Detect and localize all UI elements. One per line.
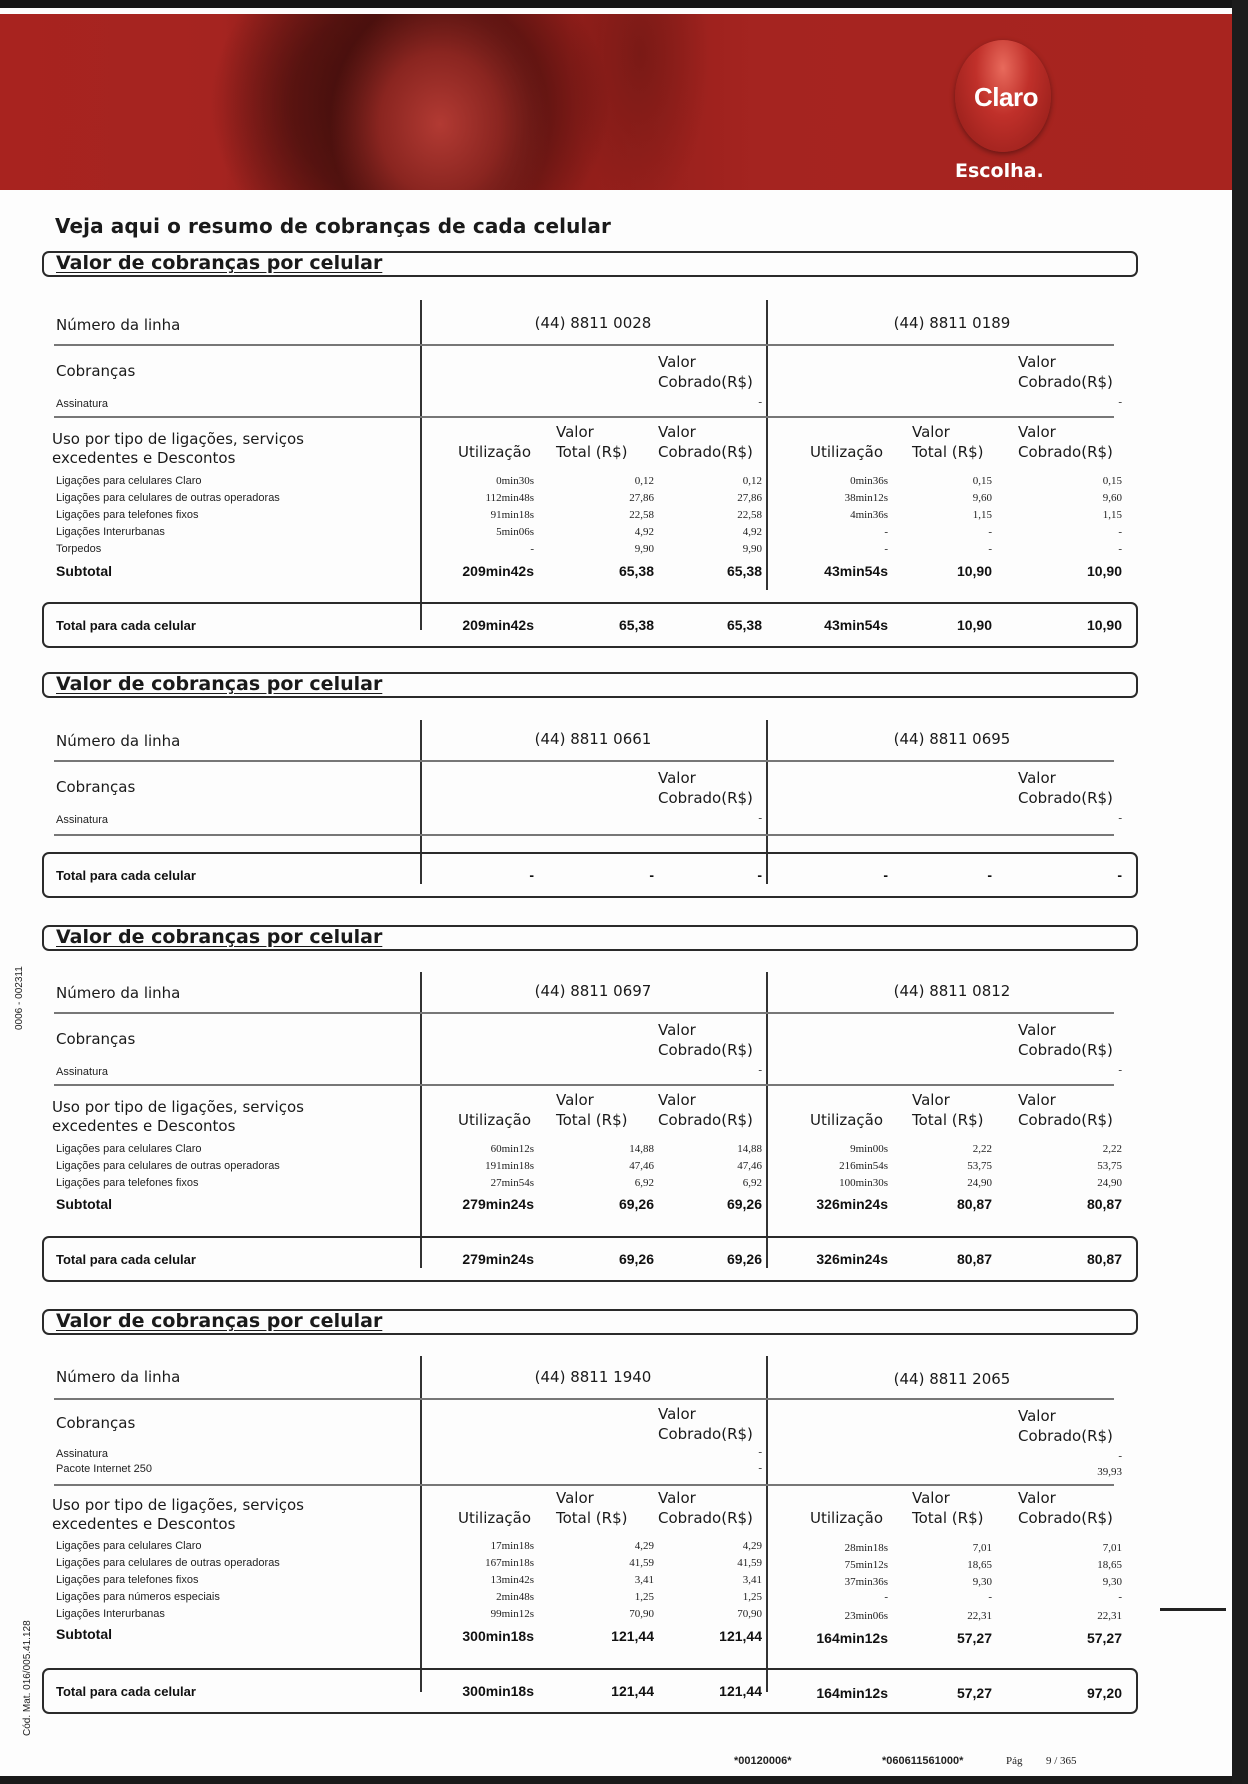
table-cell: 60min12s — [490, 1143, 534, 1155]
table-cell: 121,44 — [719, 1683, 762, 1699]
table-cell: 167min18s — [485, 1557, 534, 1569]
table-cell: 121,44 — [719, 1628, 762, 1644]
table-cell: 80,87 — [1086, 1196, 1122, 1212]
table-cell: 43min54s — [824, 617, 888, 633]
table-cell: 69,26 — [618, 1251, 654, 1267]
utilizacao-header: Utilização — [458, 1111, 532, 1129]
row-divider — [54, 760, 1114, 762]
table-cell: 43min54s — [824, 563, 888, 579]
table-cell: 22,31 — [1097, 1610, 1122, 1622]
charge-value: 39,93 — [1097, 1466, 1122, 1478]
table-cell: 38min12s — [844, 492, 888, 504]
table-cell: Total para cada celular — [56, 1684, 196, 1699]
header-group — [912, 1090, 983, 1130]
claro-logo-text: Claro — [974, 82, 1038, 112]
valor-header: Valor — [658, 769, 696, 787]
table-cell: Ligações para celulares de outras operadoras — [56, 492, 280, 504]
cobrancas-label: Cobranças — [56, 1030, 136, 1048]
charge-value: - — [758, 812, 762, 824]
table-cell: 23min06s — [844, 1610, 888, 1622]
header-group — [658, 1404, 753, 1444]
section-2-table — [42, 720, 1138, 900]
table-cell: 4min36s — [850, 509, 888, 521]
total-header: Total (R$) — [912, 443, 984, 461]
total-row — [42, 1236, 1138, 1282]
table-cell: - — [884, 1591, 888, 1603]
table-cell: 0,12 — [742, 475, 762, 487]
table-cell: 191min18s — [485, 1160, 534, 1172]
claro-banner — [0, 14, 1232, 190]
table-cell: Total para cada celular — [56, 1252, 196, 1267]
table-cell: 65,38 — [618, 617, 654, 633]
table-cell: 4,92 — [634, 526, 654, 538]
table-cell: 9,90 — [634, 543, 654, 555]
valor-header: Valor — [912, 1091, 950, 1109]
table-cell: 0min30s — [496, 475, 534, 487]
page-title: Veja aqui o resumo de cobranças de cada celular — [55, 214, 611, 238]
table-cell: - — [649, 867, 654, 883]
table-cell: Total para cada celular — [56, 868, 196, 883]
scan-right-edge — [1232, 0, 1248, 1784]
table-cell: 1,25 — [634, 1591, 654, 1603]
header-group — [1018, 1020, 1113, 1060]
charge-value: - — [1118, 1450, 1122, 1462]
table-cell: 121,44 — [611, 1628, 654, 1644]
section-title: Valor de cobranças por celular — [56, 926, 383, 948]
cobrado-header: Cobrado(R$) — [658, 789, 753, 807]
valor-header: Valor — [912, 423, 950, 441]
utilizacao-header: Utilização — [810, 1509, 884, 1527]
table-cell: 10,90 — [1086, 617, 1122, 633]
valor-header: Valor — [1018, 1091, 1056, 1109]
fold-mark — [1160, 1608, 1226, 1611]
line-number: (44) 8811 0697 — [534, 982, 652, 1000]
row-divider — [54, 1484, 1114, 1486]
header-group — [912, 1488, 983, 1528]
table-cell: - — [757, 867, 762, 883]
header-group — [556, 1488, 627, 1528]
line-number: (44) 8811 2065 — [893, 1370, 1011, 1388]
numero-linha-label: Número da linha — [56, 984, 181, 1002]
total-header: Total (R$) — [556, 1111, 628, 1129]
table-cell: 121,44 — [611, 1683, 654, 1699]
table-cell: 1,25 — [742, 1591, 762, 1603]
numero-linha-label: Número da linha — [56, 732, 181, 750]
table-cell: 10,90 — [1086, 563, 1122, 579]
table-cell: 41,59 — [737, 1557, 762, 1569]
table-cell: 3,41 — [634, 1574, 654, 1586]
charge-label: Assinatura — [56, 814, 108, 826]
header-group — [556, 422, 627, 462]
table-cell: - — [988, 543, 992, 555]
table-cell: - — [988, 526, 992, 538]
table-cell: 1,15 — [1102, 509, 1122, 521]
header-group — [556, 1090, 627, 1130]
side-code-top: 0006 - 002311 — [14, 966, 25, 1030]
uso-label: excedentes e Descontos — [52, 1117, 236, 1135]
table-cell: 164min12s — [816, 1685, 888, 1701]
table-cell: 6,92 — [634, 1177, 654, 1189]
line-number: (44) 8811 0028 — [534, 314, 652, 332]
table-cell: - — [1118, 543, 1122, 555]
valor-header: Valor — [658, 1091, 696, 1109]
section-header-3 — [42, 925, 1138, 951]
table-cell: 80,87 — [1086, 1251, 1122, 1267]
table-cell: 22,31 — [967, 1610, 992, 1622]
valor-header: Valor — [1018, 423, 1056, 441]
header-group — [658, 352, 753, 392]
table-cell: 9min00s — [850, 1143, 888, 1155]
table-cell: 69,26 — [726, 1251, 762, 1267]
valor-header: Valor — [1018, 1407, 1056, 1425]
valor-header: Valor — [658, 1405, 696, 1423]
valor-header: Valor — [1018, 769, 1056, 787]
uso-label: Uso por tipo de ligações, serviços — [52, 430, 304, 448]
cobrancas-label: Cobranças — [56, 362, 136, 380]
table-cell: 14,88 — [737, 1143, 762, 1155]
table-cell: Ligações para celulares Claro — [56, 1540, 202, 1552]
table-cell: Ligações Interurbanas — [56, 526, 165, 538]
table-cell: 53,75 — [1097, 1160, 1122, 1172]
header-group — [52, 430, 304, 468]
table-cell: 22,58 — [737, 509, 762, 521]
valor-header: Valor — [556, 1489, 594, 1507]
table-cell: 57,27 — [956, 1630, 992, 1646]
utilizacao-header: Utilização — [810, 443, 884, 461]
banner-tagline: Escolha. — [955, 160, 1044, 182]
valor-header: Valor — [556, 423, 594, 441]
utilizacao-header: Utilização — [810, 1111, 884, 1129]
table-cell: 279min24s — [462, 1251, 534, 1267]
table-cell: - — [988, 1591, 992, 1603]
table-cell: - — [884, 526, 888, 538]
table-cell: Ligações para celulares de outras operadoras — [56, 1160, 280, 1172]
table-cell: 7,01 — [972, 1542, 992, 1554]
valor-header: Valor — [658, 1489, 696, 1507]
cobrado-header: Cobrado(R$) — [658, 1509, 753, 1527]
table-cell: 70,90 — [629, 1608, 654, 1620]
header-group — [52, 1098, 304, 1136]
table-cell: 7,01 — [1102, 1542, 1122, 1554]
table-cell: 69,26 — [726, 1196, 762, 1212]
charge-value: - — [1118, 396, 1122, 408]
table-cell: Ligações para celulares Claro — [56, 1143, 202, 1155]
charge-value: - — [758, 1462, 762, 1474]
row-divider — [54, 344, 1114, 346]
table-cell: 99min12s — [490, 1608, 534, 1620]
charge-value: - — [758, 396, 762, 408]
banner-photo — [210, 14, 810, 190]
row-divider — [54, 1398, 1114, 1400]
footer-barcode-1: *00120006* — [734, 1755, 792, 1767]
table-cell: 216min54s — [839, 1160, 888, 1172]
table-cell: 10,90 — [956, 563, 992, 579]
footer-page-label: Pág — [1006, 1755, 1023, 1767]
table-cell: 53,75 — [967, 1160, 992, 1172]
table-cell: Ligações para números especiais — [56, 1591, 220, 1603]
column-divider — [766, 972, 768, 1268]
table-cell: 326min24s — [816, 1196, 888, 1212]
column-divider — [766, 1356, 768, 1692]
table-cell: Torpedos — [56, 543, 102, 555]
footer-page-number: 9 / 365 — [1046, 1755, 1077, 1767]
table-cell: 69,26 — [618, 1196, 654, 1212]
table-cell: - — [1118, 1591, 1122, 1603]
table-cell: 41,59 — [629, 1557, 654, 1569]
valor-header: Valor — [658, 423, 696, 441]
table-cell: 80,87 — [956, 1251, 992, 1267]
table-cell: 2,22 — [1102, 1143, 1122, 1155]
valor-header: Valor — [1018, 353, 1056, 371]
valor-header: Valor — [556, 1091, 594, 1109]
table-cell: 24,90 — [967, 1177, 992, 1189]
cobrado-header: Cobrado(R$) — [658, 373, 753, 391]
total-row — [42, 1668, 1138, 1714]
column-divider — [420, 972, 422, 1268]
table-cell: 75min12s — [844, 1559, 888, 1571]
cobrado-header: Cobrado(R$) — [1018, 1509, 1113, 1527]
cobrado-header: Cobrado(R$) — [1018, 443, 1113, 461]
table-cell: 80,87 — [956, 1196, 992, 1212]
valor-header: Valor — [1018, 1489, 1056, 1507]
table-cell: 279min24s — [462, 1196, 534, 1212]
table-cell: 47,46 — [737, 1160, 762, 1172]
table-cell: 4,29 — [742, 1540, 762, 1552]
table-cell: - — [1118, 526, 1122, 538]
row-divider — [54, 1012, 1114, 1014]
header-group — [658, 768, 753, 808]
line-number: (44) 8811 0812 — [893, 982, 1011, 1000]
section-1-table — [42, 300, 1138, 650]
table-cell: 300min18s — [462, 1683, 534, 1699]
line-number: (44) 8811 0661 — [534, 730, 652, 748]
cobrado-header: Cobrado(R$) — [658, 1041, 753, 1059]
utilizacao-header: Utilização — [458, 1509, 532, 1527]
table-cell: Ligações para telefones fixos — [56, 509, 199, 521]
table-cell: 10,90 — [956, 617, 992, 633]
cobrancas-label: Cobranças — [56, 778, 136, 796]
table-cell: 27,86 — [629, 492, 654, 504]
section-title: Valor de cobranças por celular — [56, 252, 383, 274]
table-cell: 0min36s — [850, 475, 888, 487]
cobrado-header: Cobrado(R$) — [1018, 1427, 1113, 1445]
section-header-2 — [42, 672, 1138, 698]
table-cell: 22,58 — [629, 509, 654, 521]
row-divider — [54, 834, 1114, 836]
table-cell: 112min48s — [485, 492, 534, 504]
table-cell: Subtotal — [56, 1196, 112, 1212]
table-cell: 9,30 — [1102, 1576, 1122, 1588]
charge-value: - — [1118, 1064, 1122, 1076]
row-divider — [54, 1084, 1114, 1086]
table-cell: 9,60 — [972, 492, 992, 504]
table-cell: 0,15 — [1102, 475, 1122, 487]
table-cell: 14,88 — [629, 1143, 654, 1155]
table-cell: - — [530, 543, 534, 555]
header-group — [1018, 1090, 1113, 1130]
table-cell: 2min48s — [496, 1591, 534, 1603]
table-cell: 65,38 — [726, 617, 762, 633]
table-cell: - — [1117, 867, 1122, 883]
total-header: Total (R$) — [912, 1509, 984, 1527]
header-group — [658, 1090, 753, 1130]
table-cell: 57,27 — [956, 1685, 992, 1701]
table-cell: Subtotal — [56, 1626, 112, 1642]
table-cell: 97,20 — [1086, 1685, 1122, 1701]
table-cell: - — [529, 867, 534, 883]
footer-barcode-2: *060611561000* — [882, 1755, 964, 1767]
line-number: (44) 8811 0695 — [893, 730, 1011, 748]
column-divider — [420, 300, 422, 630]
table-cell: 209min42s — [462, 563, 534, 579]
table-cell: 65,38 — [618, 563, 654, 579]
total-header: Total (R$) — [912, 1111, 984, 1129]
table-cell: - — [884, 543, 888, 555]
charge-label: Assinatura — [56, 398, 108, 410]
valor-header: Valor — [912, 1489, 950, 1507]
cobrado-header: Cobrado(R$) — [658, 1425, 753, 1443]
cobrado-header: Cobrado(R$) — [1018, 1111, 1113, 1129]
uso-label: excedentes e Descontos — [52, 1515, 236, 1533]
table-cell: 4,92 — [742, 526, 762, 538]
table-cell: 164min12s — [816, 1630, 888, 1646]
table-cell: 37min36s — [844, 1576, 888, 1588]
table-cell: 24,90 — [1097, 1177, 1122, 1189]
table-cell: Subtotal — [56, 563, 112, 579]
utilizacao-header: Utilização — [458, 443, 532, 461]
section-title: Valor de cobranças por celular — [56, 1310, 383, 1332]
table-cell: 91min18s — [490, 509, 534, 521]
table-cell: 300min18s — [462, 1628, 534, 1644]
charge-label: Pacote Internet 250 — [56, 1463, 153, 1475]
valor-header: Valor — [658, 1021, 696, 1039]
table-cell: 70,90 — [737, 1608, 762, 1620]
table-cell: Ligações para telefones fixos — [56, 1574, 199, 1586]
charge-label: Assinatura — [56, 1066, 108, 1078]
table-cell: 9,60 — [1102, 492, 1122, 504]
table-cell: 28min18s — [844, 1542, 888, 1554]
total-header: Total (R$) — [556, 1509, 628, 1527]
header-group — [1018, 352, 1113, 392]
table-cell: 13min42s — [490, 1574, 534, 1586]
header-group — [52, 1496, 304, 1534]
table-cell: 209min42s — [462, 617, 534, 633]
cobrado-header: Cobrado(R$) — [1018, 789, 1113, 807]
table-cell: Ligações Interurbanas — [56, 1608, 165, 1620]
cobrancas-label: Cobranças — [56, 1414, 136, 1432]
section-3-table — [42, 972, 1138, 1292]
table-cell: Ligações para celulares Claro — [56, 475, 202, 487]
table-cell: 65,38 — [726, 563, 762, 579]
header-group — [1018, 768, 1113, 808]
table-cell: 9,90 — [742, 543, 762, 555]
table-cell: 3,41 — [742, 1574, 762, 1586]
table-cell: 2,22 — [972, 1143, 992, 1155]
numero-linha-label: Número da linha — [56, 316, 181, 334]
table-cell: 17min18s — [490, 1540, 534, 1552]
cobrado-header: Cobrado(R$) — [1018, 1041, 1113, 1059]
cobrado-header: Cobrado(R$) — [658, 1111, 753, 1129]
header-group — [1018, 1406, 1113, 1446]
header-group — [658, 1488, 753, 1528]
table-cell: 0,12 — [634, 475, 654, 487]
charge-value: - — [1118, 812, 1122, 824]
line-number: (44) 8811 0189 — [893, 314, 1011, 332]
charge-label: Assinatura — [56, 1448, 108, 1460]
table-cell: Total para cada celular — [56, 618, 196, 633]
total-row — [42, 602, 1138, 648]
cobrado-header: Cobrado(R$) — [658, 443, 753, 461]
uso-label: Uso por tipo de ligações, serviços — [52, 1098, 304, 1116]
header-group — [658, 1020, 753, 1060]
table-cell: 4,29 — [634, 1540, 654, 1552]
table-cell: 27,86 — [737, 492, 762, 504]
valor-header: Valor — [1018, 1021, 1056, 1039]
table-cell: - — [883, 867, 888, 883]
table-cell: 18,65 — [1097, 1559, 1122, 1571]
cobrado-header: Cobrado(R$) — [1018, 373, 1113, 391]
column-divider — [420, 1356, 422, 1692]
side-material-code: Cód. Mat. 016/005.41.128 — [22, 1620, 33, 1736]
line-number: (44) 8811 1940 — [534, 1368, 652, 1386]
charge-value: - — [758, 1064, 762, 1076]
table-cell: 47,46 — [629, 1160, 654, 1172]
charge-value: - — [758, 1446, 762, 1458]
header-group — [1018, 422, 1113, 462]
section-header-1 — [42, 251, 1138, 277]
table-cell: 18,65 — [967, 1559, 992, 1571]
table-cell: - — [987, 867, 992, 883]
valor-header: Valor — [658, 353, 696, 371]
row-divider — [54, 416, 1114, 418]
uso-label: excedentes e Descontos — [52, 449, 236, 467]
table-cell: 1,15 — [972, 509, 992, 521]
section-header-4 — [42, 1309, 1138, 1335]
table-cell: 5min06s — [496, 526, 534, 538]
table-cell: Ligações para telefones fixos — [56, 1177, 199, 1189]
table-cell: 9,30 — [972, 1576, 992, 1588]
uso-label: Uso por tipo de ligações, serviços — [52, 1496, 304, 1514]
header-group — [912, 422, 983, 462]
total-row — [42, 852, 1138, 898]
section-title: Valor de cobranças por celular — [56, 673, 383, 695]
table-cell: Ligações para celulares de outras operadoras — [56, 1557, 280, 1569]
table-cell: 57,27 — [1086, 1630, 1122, 1646]
total-header: Total (R$) — [556, 443, 628, 461]
table-cell: 27min54s — [490, 1177, 534, 1189]
table-cell: 326min24s — [816, 1251, 888, 1267]
numero-linha-label: Número da linha — [56, 1368, 181, 1386]
table-cell: 100min30s — [839, 1177, 888, 1189]
header-group — [658, 422, 753, 462]
table-cell: 0,15 — [972, 475, 992, 487]
table-cell: 6,92 — [742, 1177, 762, 1189]
header-group — [1018, 1488, 1113, 1528]
section-4-table — [42, 1356, 1138, 1716]
